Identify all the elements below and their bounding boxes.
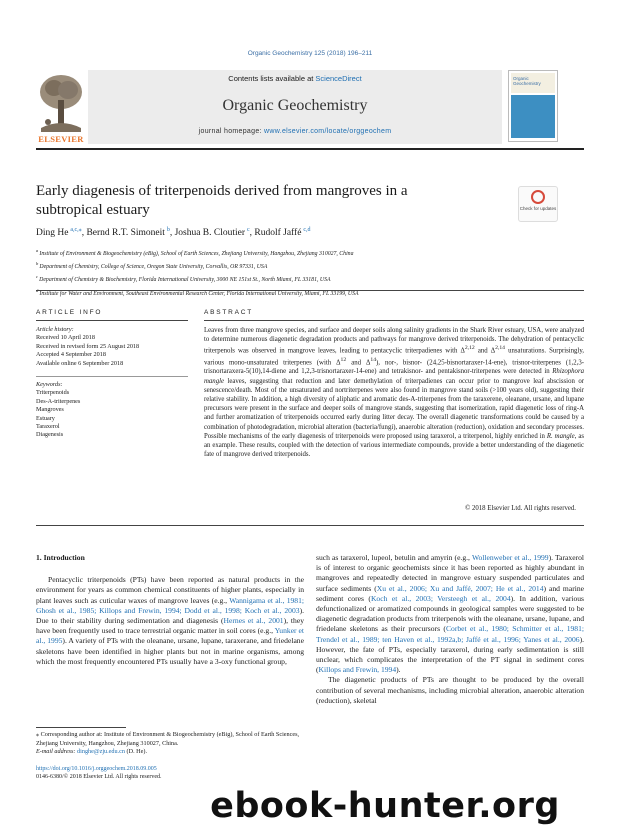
history-item: Received in revised form 25 August 2018 (36, 342, 140, 350)
affiliation: $^a$ Institute of Environment & Biogeochemistry (eBig), School of Earth Sciences, Zhejiang University, Hangzhou, Zhejiang 310027, China (36, 248, 354, 257)
author-sup[interactable]: a,c,⁎ (70, 227, 82, 233)
author-name[interactable]: Joshua B. Cloutier (174, 228, 246, 239)
header-rule (36, 148, 584, 150)
reference-link[interactable]: Killops and Frewin, 1994 (318, 665, 397, 675)
intro-paragraph: such as taraxerol, lupeol, betulin and amyrin (e.g., Wollenweber et al., 1999). Taraxerol is of interest to organic geochemists since it has been reported as highly abundant in mangroves and repeatedly detected in mangrove estuary suspended particulates and surface sediments (Xu et al., 2006; Xu and Jaffé, 2007; He et al., 2014) and marine sediment cores (Koch et al., 2003; Versteegh et al., 2004). In addition, various defunctionalized or aromatized compounds in geological samples were suggested to be diagenetic degradation products from triterpenols with the oleanane, ursane, lupane, and friedelane skeletons as their precursors (Corbet et al., 1980; Schmitter et al., 1981; Trendel et al., 1989; ten Haven et al., 1992a,b; Jaffé et al., 1996; Yanes et al., 2006). However, the fate of PTs, especially taraxerol, during early sedimentation is still unclear, which complicates the interpretation of the PT signal in sediment cores (Killops and Frewin, 1994). (316, 553, 585, 675)
reference-link[interactable]: Wannigama et al., 1981; Ghosh et al., 1985; Killops and Frewin, 1994; Dodd et al., 1998; Koch et al., 2003 (36, 595, 305, 615)
affiliation: $^b$ Department of Chemistry, College of Science, Oregon State University, Corvallis, OR 97331, USA (36, 261, 268, 271)
abstract-rule (204, 320, 584, 321)
reference-link[interactable]: Xu et al., 2006; Xu and Jaffé, 2007; He et al., 2014 (376, 583, 544, 593)
affiliation: Institute for Water and Environment, Southeast Environmental Research Center, Florida International University, Miami, FL 33199, USA (39, 290, 359, 297)
update-icon (531, 190, 545, 204)
keywords-label: Keywords: (36, 381, 63, 388)
article-title: Early diagenesis of triterpenoids derived from mangroves in a subtropical estuary (36, 183, 408, 218)
author-sup[interactable]: c (246, 227, 250, 233)
reference-link[interactable]: Corbet et al., 1980; Schmitter et al., 1981; Trendel et al., 1989; ten Haven et al., 1992a,b; Jaffé et al., 1996; Yanes et al., 2006 (316, 624, 584, 644)
abstract-heading: ABSTRACT (204, 309, 254, 316)
reference-link[interactable]: Yunker et al., 1995 (36, 626, 304, 646)
article-info-heading: ARTICLE INFO (36, 309, 103, 316)
email-line: E-mail address: dinghe@zju.edu.cn (D. He). (36, 748, 147, 755)
journal-name: Organic Geochemistry (222, 97, 368, 114)
contents-prefix: Contents lists available at (228, 74, 316, 83)
corresponding-author-note (36, 731, 304, 757)
abstract-copyright: © 2018 Elsevier Ltd. All rights reserved. (465, 505, 576, 512)
keyword: Taraxerol (36, 423, 60, 431)
cover-title: Organic Geochemistry (511, 73, 555, 93)
author-sup[interactable]: b (166, 227, 170, 233)
reference-link[interactable]: Hernes et al., 2001 (223, 616, 284, 626)
keyword: Triterpenoids (36, 389, 70, 397)
sciencedirect-link[interactable]: ScienceDirect (315, 74, 362, 83)
keyword: Mangroves (36, 406, 64, 414)
author-name[interactable]: Rudolf Jaffé (254, 228, 302, 239)
journal-cover[interactable] (508, 70, 558, 142)
publisher-name: ELSEVIER (38, 134, 84, 144)
author-sup[interactable]: c,d (303, 227, 311, 233)
check-for-updates-badge[interactable] (518, 186, 558, 222)
reference-link[interactable]: Koch et al., 2003; Versteegh et al., 2004 (370, 593, 511, 603)
email-link[interactable]: dinghe@zju.edu.cn (77, 748, 125, 755)
history-item: Received 10 April 2018 (36, 334, 95, 342)
reference-link[interactable]: Wollenweber et al., 1999 (471, 553, 549, 562)
intro-right-column (316, 553, 584, 706)
history-item: Available online 6 September 2018 (36, 359, 124, 367)
doi-block (36, 765, 304, 782)
doi-link[interactable]: https://doi.org/10.1016/j.orggeochem.2018.09.005 (36, 766, 157, 772)
keywords-rule (36, 376, 188, 377)
footnote-text: ⁎ Corresponding author at: Institute of Environment & Biogeochemistry (eBig), School of Earth Sciences, Zhejiang University, Hangzhou, Zhejiang 310027, China. (36, 731, 300, 747)
contents-line (88, 74, 502, 83)
affiliations-rule (36, 290, 584, 291)
watermark: ebook-hunter.org (210, 786, 560, 826)
homepage-prefix: journal homepage: (198, 128, 265, 135)
author-name[interactable]: Bernd R.T. Simoneit (86, 228, 165, 239)
abstract-bottom-rule (36, 525, 584, 526)
history-label: Article history: (36, 326, 74, 333)
homepage-link[interactable]: www.elsevier.com/locate/orggeochem (264, 128, 392, 135)
issn-line: 0146-6380/© 2018 Elsevier Ltd. All rights reserved. (36, 774, 162, 781)
badge-label: Check for updates (519, 206, 557, 211)
author-name[interactable]: Ding He (36, 228, 69, 239)
cover-graphic (511, 95, 555, 138)
affiliation: $^c$ Department of Chemistry & Biochemistry, Florida International University, 3000 NE 151st St., North Miami, FL 33181, USA (36, 274, 331, 284)
history-item: Accepted 4 September 2018 (36, 351, 106, 359)
intro-paragraph: Pentacyclic triterpenoids (PTs) have been reported as natural products in the environment for years as common chemical constituents of higher plants, especially in plant leaves such as cuticular waxes of mangrove leaves (e.g., Wannigama et al., 1981; Ghosh et al., 1985; Killops and Frewin, 1994; Dodd et al., 1998; Koch et al., 2003). Due to their stability during sedimentation and diagenesis (Hernes et al., 2001), they have been frequently used to trace terrestrial organic matter in soil cores (e.g., Yunker et al., 1995). A variety of PTs with the oleanane, ursane, lupane, taraxerane, and friedelane skeletons have been identified in higher plants but not in marine organisms, among which the most frequently encountered PTs usually have a 3-oxy functional group, (36, 575, 305, 666)
intro-paragraph: The diagenetic products of PTs are thought to be produced by the overall contribution of several mechanisms, including microbial alteration, anaerobic alteration (reduction), skeletal (316, 675, 584, 705)
intro-left-column (36, 553, 304, 667)
journal-citation[interactable]: Organic Geochemistry 125 (2018) 196–211 (247, 50, 373, 57)
article-history (36, 326, 186, 368)
author-list: Ding He $^{a,c,⁎}$, Bernd R.T. Simoneit $^b$, Joshua B. Cloutier $^c$, Rudolf Jaffé $^{c,d}$ (36, 227, 311, 239)
keyword: Diagenesis (36, 431, 64, 439)
abstract-text: Leaves from three mangrove species, and surface and deeper soils along salinity gradients in the Shark River estuary, USA, were analyzed to determine numerous diagenetic degradation products and pathways for mangrove derived triterpenoids. The dehydration of pentacyclic triterpenols was observed in mangrove leaves, leading to pentacyclic triterpadienes with Δ$^{2,12}$ and Δ$^{2,14}$ unsaturations. Surprisingly, various mono-unsaturated triterpenes (with $\Delta^{12}$ and $\Delta^{14}$), nor-, bisnor- (24,25-bisnortaraxer-14-ene), trisnor-triterpenes (1,2,3-trisnortaraxera-5(10),14-diene and 1,2,3-trisnortaraxer-14-ene) and tetrakisnor- and pentakisnor-triterpenes were detected in Rhizophora mangle leaves, suggesting that reduction and later demethylation of triterpadienes can occur prior to mangrove leaf abscission or senescence/death. Most of the unsaturated and nortriterpenes were also found in mangrove stand soils (>100 years old), suggesting their relative stability. In addition, a high diversity of aliphatic and aromatic des-A-triterpenes from the taraxerene, oleanane, ursane, and lupane precursors were present in the surface and deeper soils of mangrove stands, suggesting that isomerization, rapid diagenetic loss of ring-A and further aromatization of triterpenoids occurred early during litter decay. The overall diagenetic transformations could be caused by a combination of photodegradation, microbial alteration (bacteria/fungi), anaerobic alteration (reduction), oxidation and secondary processes. Possible mechanisms of the early diagenesis of triterpenoids were proposed using taraxerol, a triterpenol, highly enriched in R. mangle, as an example. These results, coupled with the detection of various intermediate compounds, provide a better understanding of the diagenetic fate of mangrove derived triterpenoids. (204, 327, 585, 459)
info-rule (36, 320, 188, 321)
keywords (36, 381, 186, 440)
keyword: Estuary (36, 414, 55, 422)
footnote-rule (36, 727, 126, 728)
keyword: Des-A-triterpenes (36, 397, 81, 405)
intro-heading: 1. Introduction (36, 553, 85, 562)
journal-homepage (88, 128, 502, 135)
